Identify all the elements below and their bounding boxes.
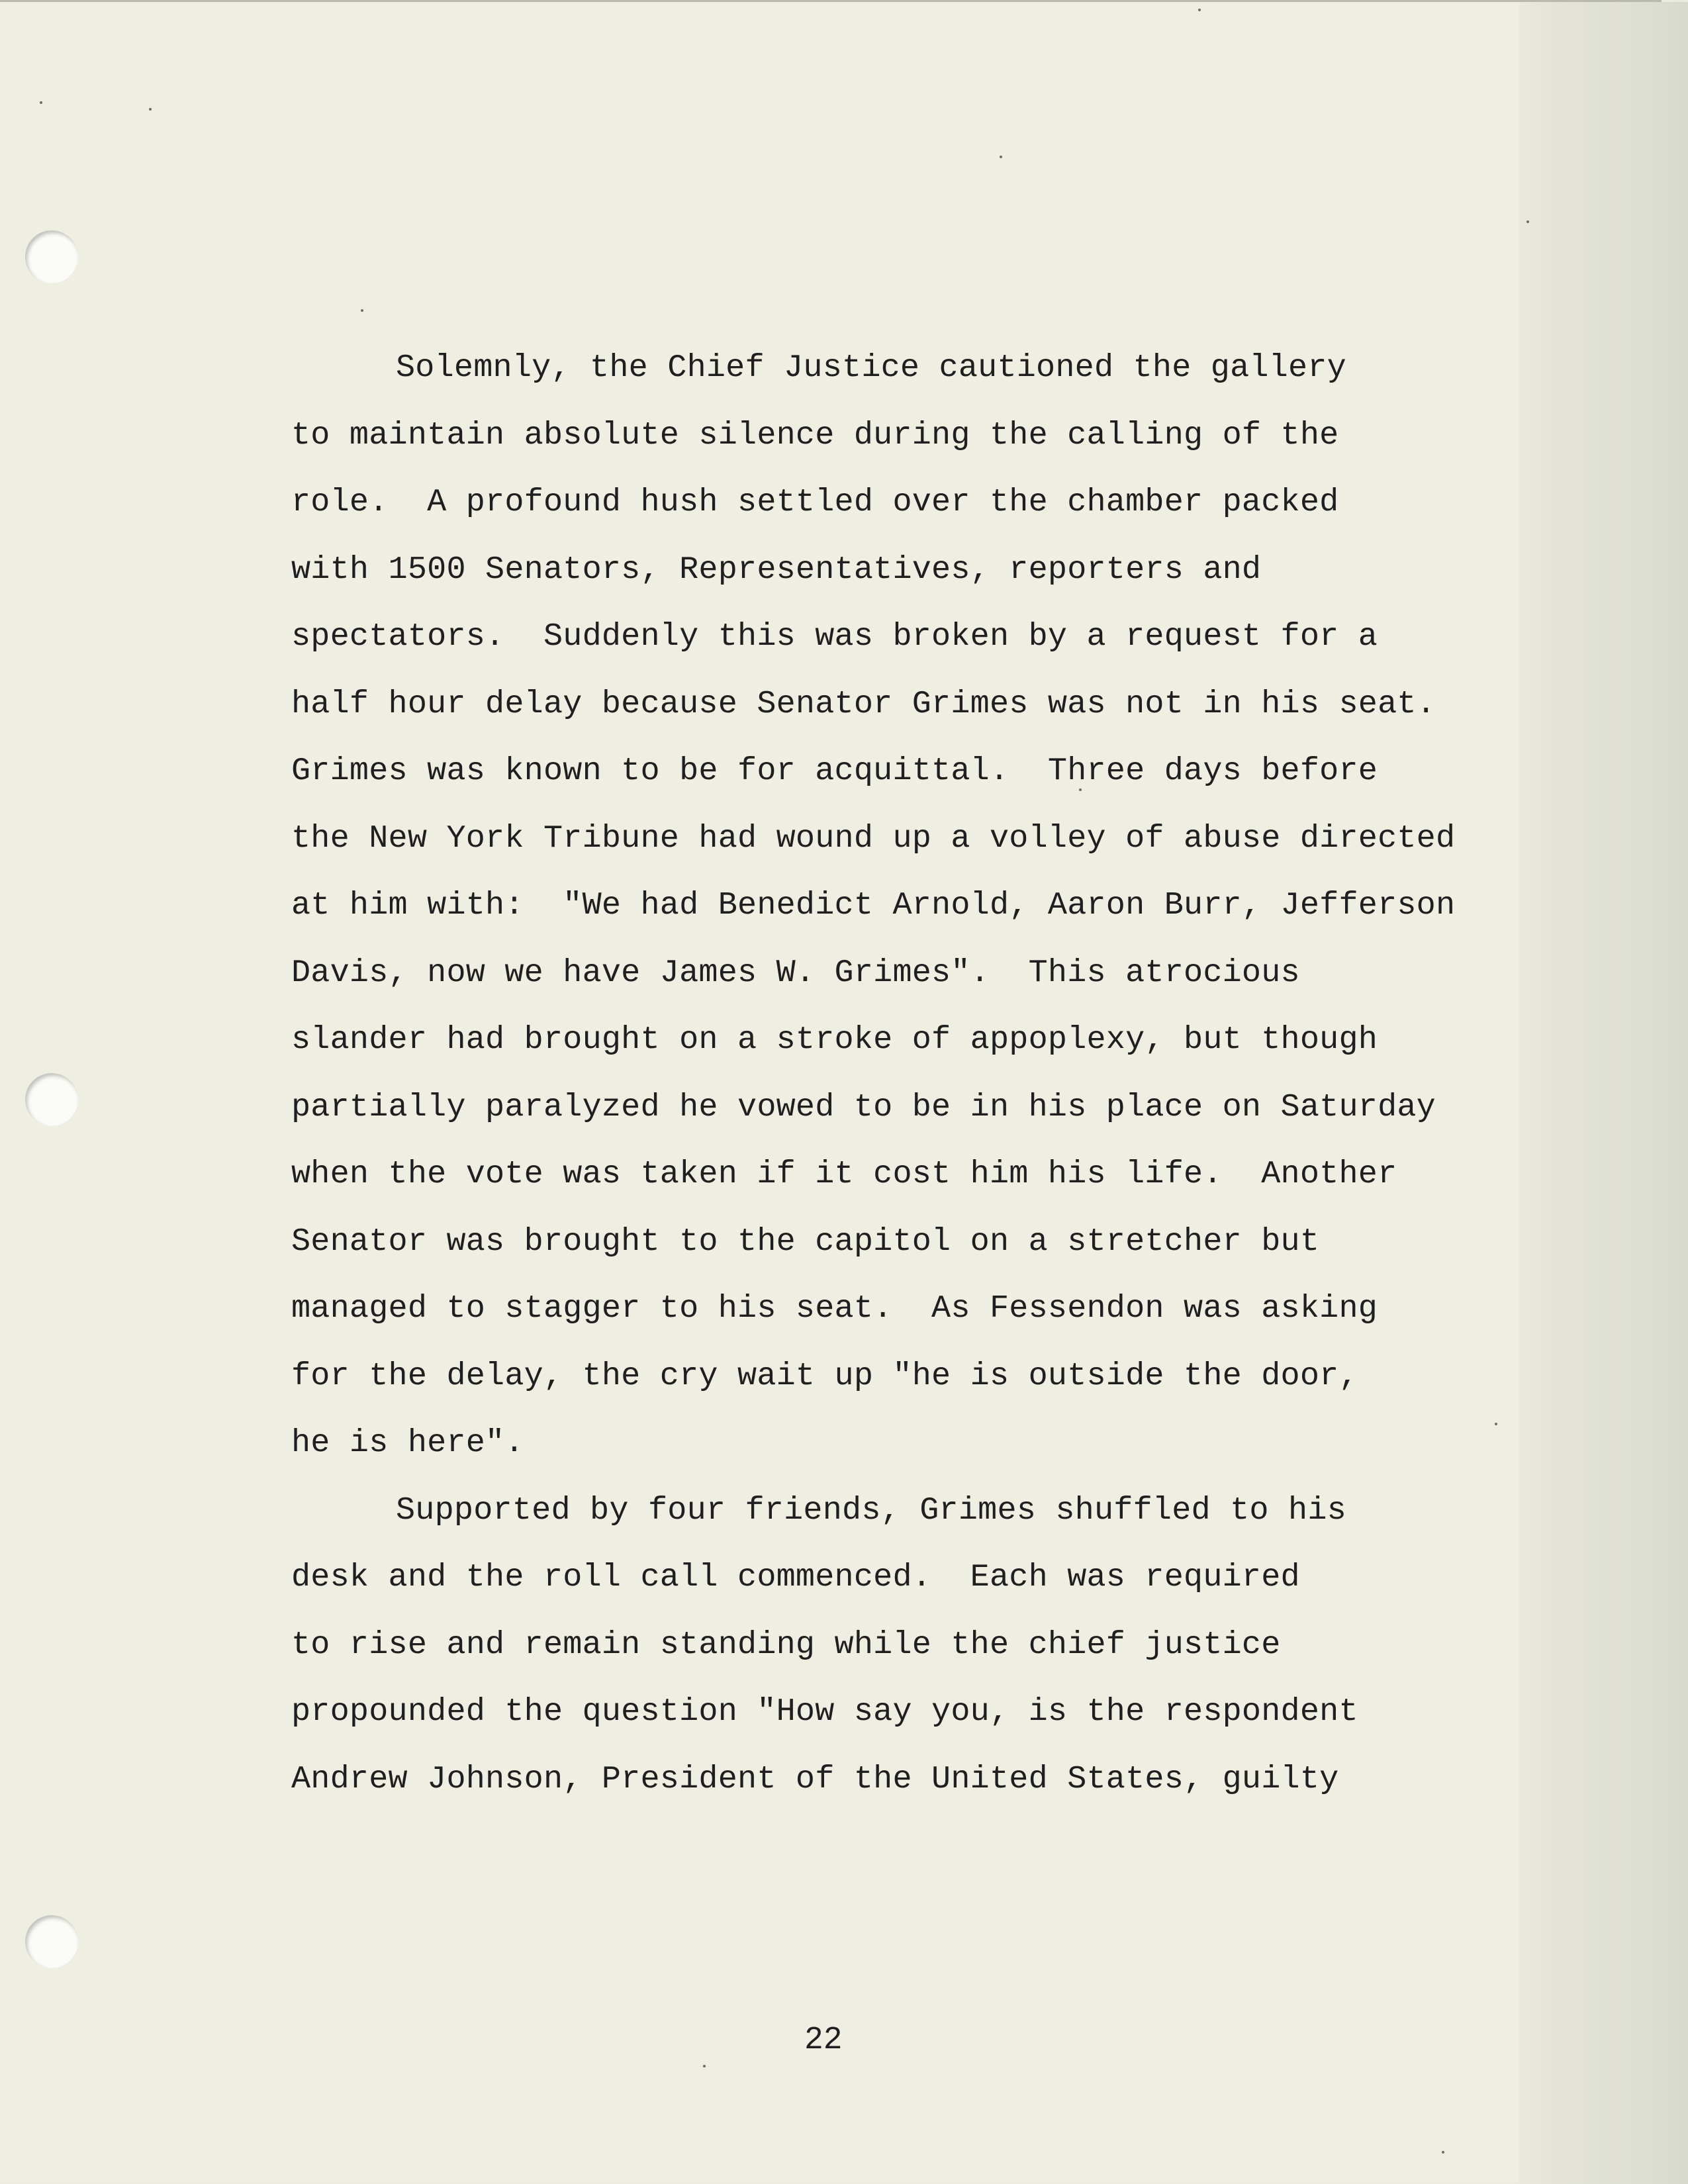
punch-hole-middle bbox=[25, 1073, 78, 1126]
text-line: for the delay, the cry wait up "he is outside the door, bbox=[291, 1357, 1358, 1394]
punch-hole-bottom bbox=[25, 1915, 78, 1968]
text-line: half hour delay because Senator Grimes was not in his seat. bbox=[291, 685, 1436, 722]
page-number: 22 bbox=[804, 2022, 843, 2058]
paper-speck bbox=[1442, 2151, 1444, 2154]
text-line: at him with: "We had Benedict Arnold, Aaron Burr, Jefferson bbox=[291, 887, 1456, 924]
text-line: Davis, now we have James W. Grimes". This atrocious bbox=[291, 954, 1300, 991]
paper-speck bbox=[149, 108, 152, 111]
paper-speck bbox=[1198, 9, 1201, 11]
paper-speck bbox=[703, 2065, 706, 2067]
text-line: to maintain absolute silence during the calling of the bbox=[291, 416, 1339, 453]
text-line: he is here". bbox=[291, 1425, 524, 1461]
text-line: to rise and remain standing while the chief justice bbox=[291, 1626, 1281, 1663]
typed-body-text bbox=[291, 334, 1509, 1813]
text-line: partially paralyzed he vowed to be in his place on Saturday bbox=[291, 1088, 1436, 1125]
text-line: Grimes was known to be for acquittal. Three days before bbox=[291, 753, 1378, 789]
punch-hole-top bbox=[25, 230, 78, 283]
paper-speck bbox=[40, 101, 42, 104]
text-line: the New York Tribune had wound up a volley of abuse directed bbox=[291, 820, 1456, 857]
text-line: when the vote was taken if it cost him his life. Another bbox=[291, 1156, 1397, 1192]
paper-edge-shadow bbox=[1519, 2, 1688, 2184]
paper-speck bbox=[361, 309, 363, 312]
text-line: spectators. Suddenly this was broken by a request for a bbox=[291, 618, 1378, 655]
paper-speck bbox=[1526, 220, 1529, 223]
paper-speck bbox=[1000, 156, 1002, 158]
text-line: with 1500 Senators, Representatives, reporters and bbox=[291, 551, 1262, 588]
text-line: Andrew Johnson, President of the United States, guilty bbox=[291, 1760, 1339, 1797]
text-line: role. A profound hush settled over the chamber packed bbox=[291, 484, 1339, 520]
text-line: propounded the question "How say you, is the respondent bbox=[291, 1693, 1358, 1730]
text-line: desk and the roll call commenced. Each was required bbox=[291, 1559, 1300, 1595]
text-line: Supported by four friends, Grimes shuffled to his bbox=[396, 1492, 1346, 1529]
text-line: Senator was brought to the capitol on a stretcher but bbox=[291, 1223, 1320, 1260]
text-line: slander had brought on a stroke of appoplexy, but though bbox=[291, 1021, 1378, 1058]
text-line: Solemnly, the Chief Justice cautioned the gallery bbox=[396, 350, 1346, 386]
text-line: managed to stagger to his seat. As Fessendon was asking bbox=[291, 1290, 1378, 1327]
